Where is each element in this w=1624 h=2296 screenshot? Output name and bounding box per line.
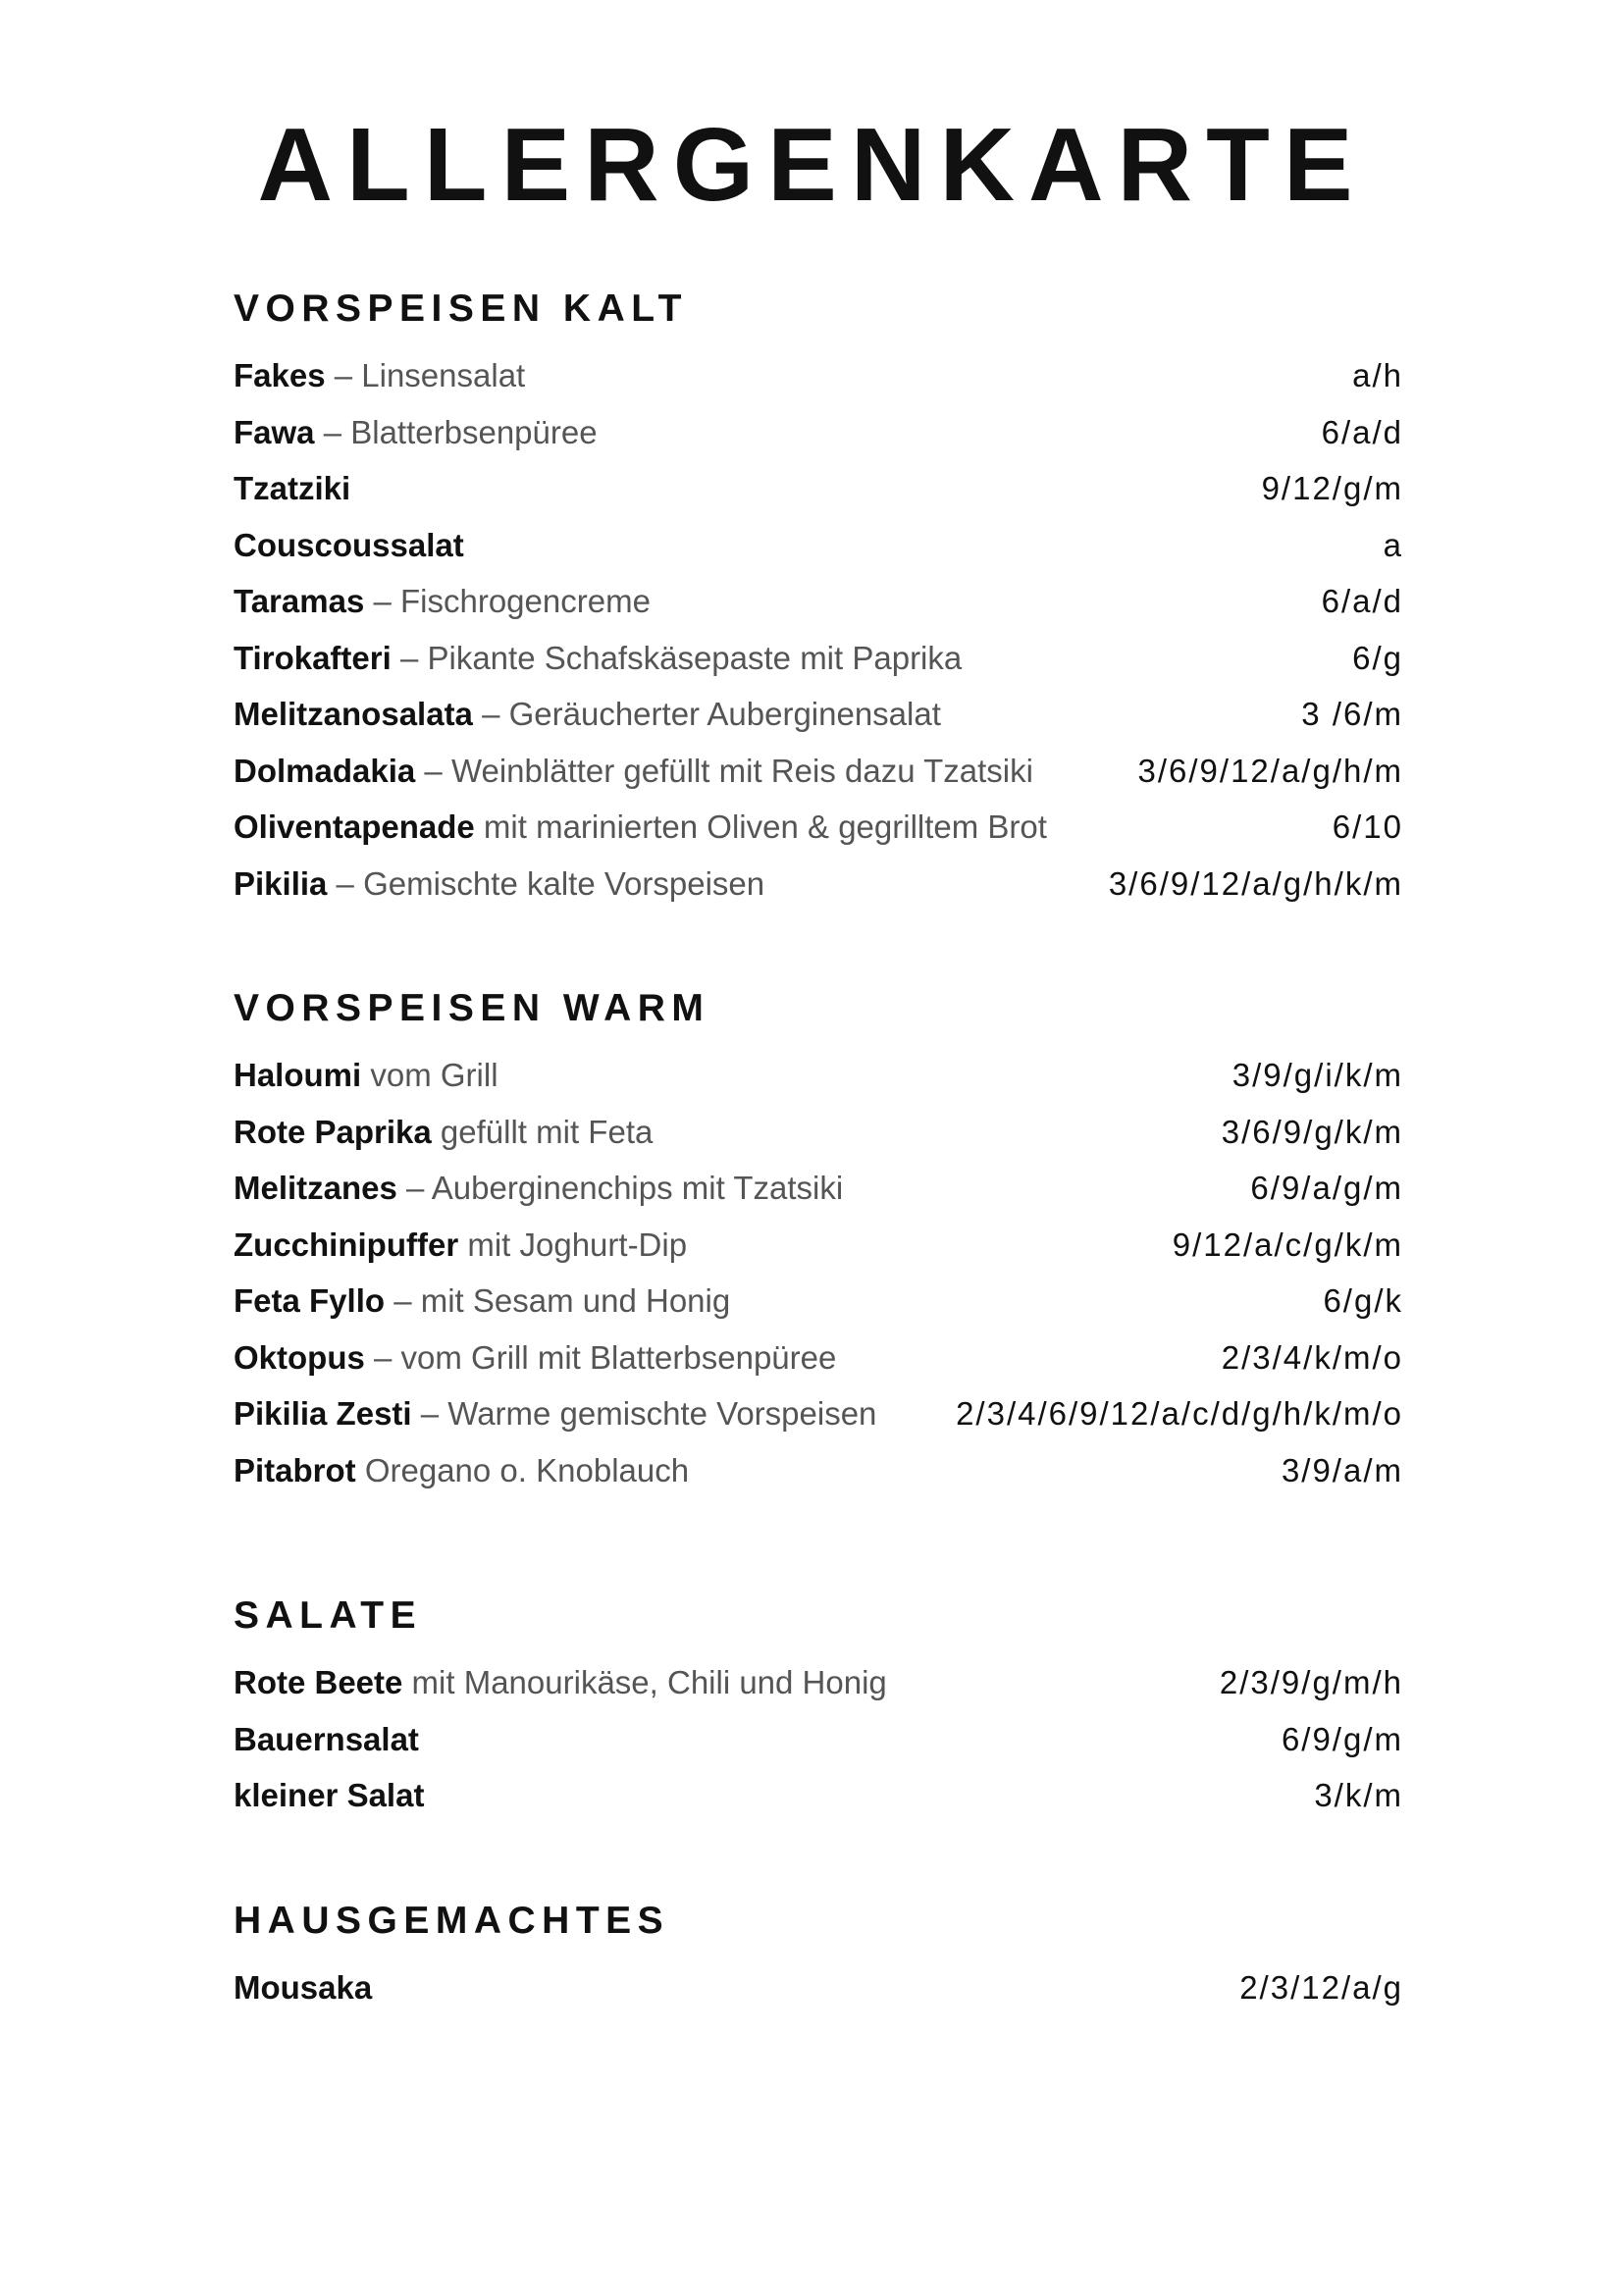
menu-item xyxy=(234,1047,1403,1104)
item-name: Mousaka xyxy=(234,1969,373,2006)
item-description: Oregano o. Knoblauch xyxy=(355,1451,690,1488)
item-name: Pitabrot xyxy=(234,1451,356,1488)
item-description: – mit Sesam und Honig xyxy=(385,1282,731,1319)
item-description: – Pikante Schafskäsepaste mit Paprika xyxy=(391,639,963,676)
item-description: gefüllt mit Feta xyxy=(431,1113,654,1150)
item-name: Feta Fyllo xyxy=(234,1282,386,1319)
menu-item xyxy=(234,1385,1403,1442)
section-heading: VORSPEISEN WARM xyxy=(234,987,710,1029)
allergen-codes: 9/12/a/c/g/k/m xyxy=(1172,1226,1403,1263)
item-description: – Blatterbsenpüree xyxy=(314,413,598,450)
item-description: – vom Grill mit Blatterbsenpüree xyxy=(364,1338,837,1376)
item-description: – Gemischte kalte Vorspeisen xyxy=(327,864,765,902)
allergen-codes: 6/10 xyxy=(1332,809,1403,845)
item-name: Oliventapenade xyxy=(234,809,475,845)
item-name: Rote Paprika xyxy=(234,1113,432,1150)
allergen-codes: 6/a/d xyxy=(1321,413,1403,450)
allergen-codes: 6/9/g/m xyxy=(1281,1720,1403,1757)
item-name: Couscoussalat xyxy=(234,526,464,563)
section-vorspeisen-warm xyxy=(234,984,1403,1498)
item-name: Rote Beete xyxy=(234,1664,403,1700)
page-title: ALLERGENKARTE xyxy=(257,107,1367,223)
menu-item xyxy=(234,799,1403,856)
section-vorspeisen-kalt xyxy=(234,285,1403,912)
item-name: Dolmadakia xyxy=(234,752,416,789)
item-name: Oktopus xyxy=(234,1338,365,1376)
item-description: – Auberginenchips mit Tzatsiki xyxy=(396,1170,844,1206)
menu-item xyxy=(234,630,1403,687)
item-name: Zucchinipuffer xyxy=(234,1226,459,1263)
menu-item xyxy=(234,856,1403,913)
item-description: – Linsensalat xyxy=(325,357,526,393)
menu-item xyxy=(234,1330,1403,1386)
section-salate xyxy=(234,1592,1403,1824)
menu-item xyxy=(234,347,1403,404)
section-hausgemachtes xyxy=(234,1897,1403,2016)
menu-item xyxy=(234,686,1403,743)
item-name: Melitzanes xyxy=(234,1170,397,1206)
allergen-codes: 2/3/4/k/m/o xyxy=(1221,1338,1403,1376)
menu-item xyxy=(234,460,1403,517)
item-name: Tirokafteri xyxy=(234,639,392,676)
allergen-codes: 2/3/9/g/m/h xyxy=(1219,1664,1403,1700)
allergen-codes: 3/6/9/12/a/g/h/m xyxy=(1137,752,1403,789)
section-heading: SALATE xyxy=(234,1594,423,1637)
menu-item xyxy=(234,1104,1403,1161)
menu-item xyxy=(234,743,1403,800)
allergen-codes: 3/9/g/i/k/m xyxy=(1231,1057,1403,1093)
allergen-codes: 6/g/k xyxy=(1323,1282,1403,1319)
allergen-codes: 2/3/4/6/9/12/a/c/d/g/h/k/m/o xyxy=(956,1395,1403,1432)
item-description: mit Joghurt-Dip xyxy=(458,1226,688,1263)
item-name: Bauernsalat xyxy=(234,1720,419,1757)
item-description: – Warme gemischte Vorspeisen xyxy=(411,1395,877,1432)
item-description: – Fischrogencreme xyxy=(364,583,651,619)
menu-item xyxy=(234,1217,1403,1274)
menu-item xyxy=(234,517,1403,574)
item-description: mit marinierten Oliven & gegrilltem Brot xyxy=(474,809,1047,845)
item-name: kleiner Salat xyxy=(234,1777,425,1813)
item-description: mit Manourikäse, Chili und Honig xyxy=(402,1664,887,1700)
menu-item xyxy=(234,1654,1403,1711)
item-name: Pikilia xyxy=(234,864,328,902)
allergen-codes: 3/6/9/12/a/g/h/k/m xyxy=(1108,864,1403,902)
item-name: Taramas xyxy=(234,583,365,619)
item-name: Haloumi xyxy=(234,1057,362,1093)
item-description: vom Grill xyxy=(361,1057,498,1093)
item-name: Fakes xyxy=(234,357,326,393)
item-description: – Geräucherter Auberginensalat xyxy=(472,696,941,732)
allergen-codes: a xyxy=(1383,526,1403,563)
allergen-codes: 3 /6/m xyxy=(1301,696,1403,732)
menu-item xyxy=(234,1160,1403,1217)
menu-item xyxy=(234,404,1403,461)
menu-item xyxy=(234,1711,1403,1768)
section-heading: HAUSGEMACHTES xyxy=(234,1900,670,1942)
section-heading: VORSPEISEN KALT xyxy=(234,287,688,330)
item-name: Pikilia Zesti xyxy=(234,1395,412,1432)
allergen-codes: 6/9/a/g/m xyxy=(1250,1170,1403,1206)
allergen-codes: 6/a/d xyxy=(1321,583,1403,619)
allergen-codes: a/h xyxy=(1352,357,1403,393)
menu-item xyxy=(234,573,1403,630)
menu-item xyxy=(234,1767,1403,1824)
allergen-codes: 9/12/g/m xyxy=(1261,470,1403,506)
allergen-codes: 3/6/9/g/k/m xyxy=(1221,1113,1403,1150)
item-name: Tzatziki xyxy=(234,470,351,506)
allergen-codes: 2/3/12/a/g xyxy=(1239,1969,1403,2006)
menu-item xyxy=(234,1273,1403,1330)
item-name: Melitzanosalata xyxy=(234,696,473,732)
menu-item xyxy=(234,1959,1403,2016)
menu-item xyxy=(234,1442,1403,1499)
item-name: Fawa xyxy=(234,413,315,450)
item-description: – Weinblätter gefüllt mit Reis dazu Tzatsiki xyxy=(415,752,1033,789)
allergen-codes: 3/k/m xyxy=(1314,1777,1403,1813)
allergen-codes: 6/g xyxy=(1352,639,1403,676)
allergen-codes: 3/9/a/m xyxy=(1281,1451,1403,1488)
